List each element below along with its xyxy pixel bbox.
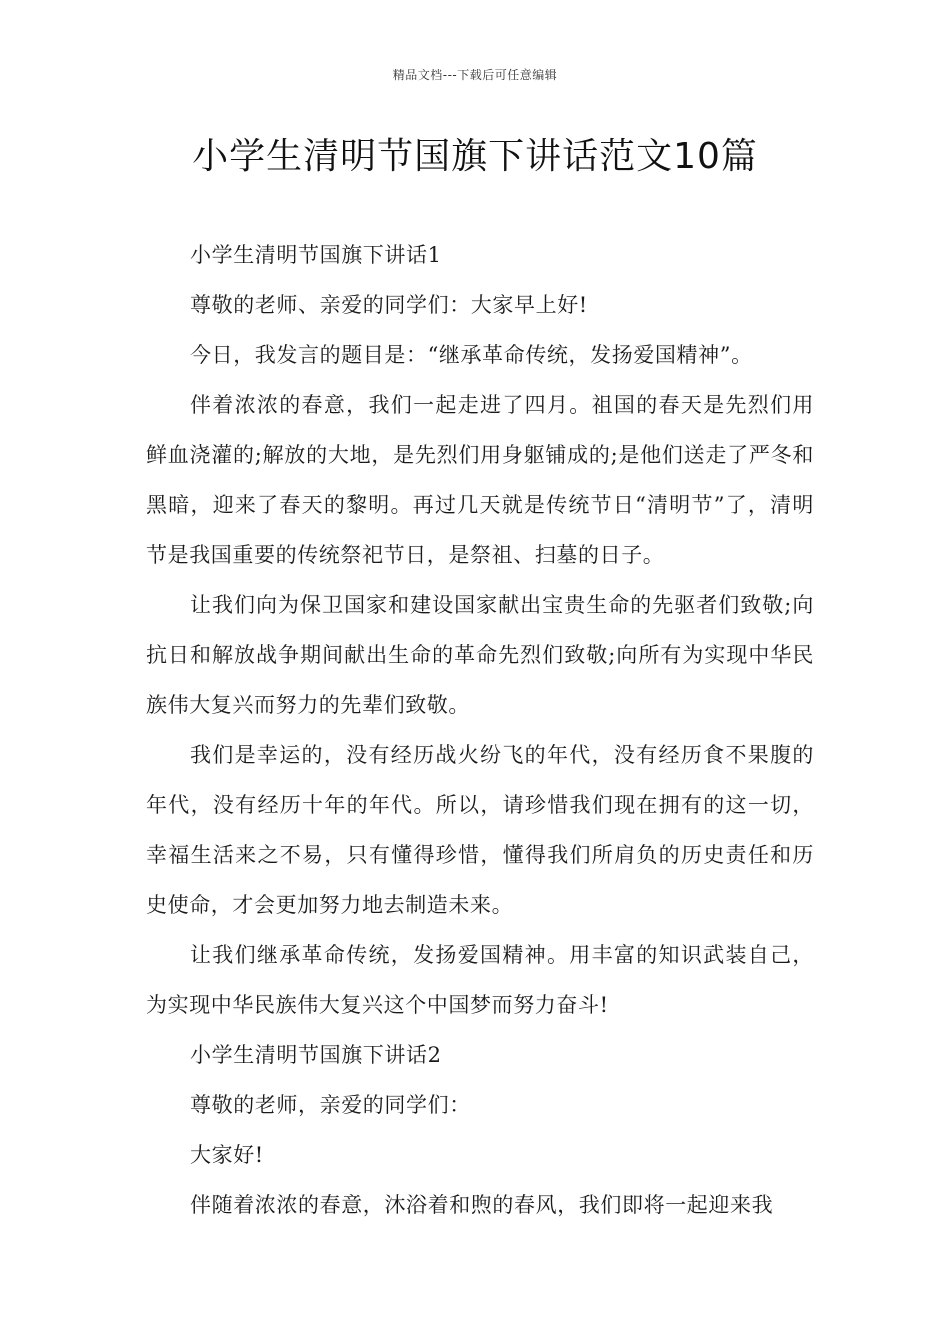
paragraph: 伴随着浓浓的春意，沐浴着和煦的春风，我们即将一起迎来我 <box>190 1193 774 1217</box>
paragraph: 伴着浓浓的春意，我们一起走进了四月。祖国的春天是先烈们用鲜血浇灌的;解放的大地，是先烈们用身躯铺成的;是他们送走了严冬和黑暗，迎来了春天的黎明。再过几天就是传统节日“清明节”了，清明节是我国重要的传统祭祀节日，是祭祖、扫墓的日子。 <box>146 393 814 567</box>
paragraph: 尊敬的老师，亲爱的同学们： <box>190 1093 471 1117</box>
section-heading: 小学生清明节国旗下讲话2 <box>190 1043 442 1067</box>
document-title: 小学生清明节国旗下讲话范文10篇 <box>192 136 758 177</box>
header-note: 精品文档---下载后可任意编辑 <box>392 68 558 82</box>
paragraph: 我们是幸运的，没有经历战火纷飞的年代，没有经历食不果腹的年代，没有经历十年的年代。所以，请珍惜我们现在拥有的这一切，幸福生活来之不易，只有懂得珍惜，懂得我们所肩负的历史责任和历史使命，才会更加努力地去制造未来。 <box>146 743 814 917</box>
section-heading: 小学生清明节国旗下讲话1 <box>190 243 442 267</box>
paragraph: 让我们向为保卫国家和建设国家献出宝贵生命的先驱者们致敬;向抗日和解放战争期间献出生命的革命先烈们致敬;向所有为实现中华民族伟大复兴而努力的先辈们致敬。 <box>146 593 814 717</box>
paragraph: 今日，我发言的题目是：“继承革命传统，发扬爱国精神”。 <box>190 343 753 367</box>
paragraph: 尊敬的老师、亲爱的同学们：大家早上好! <box>190 293 588 317</box>
paragraph: 大家好! <box>190 1143 264 1167</box>
document-body <box>146 230 814 1230</box>
paragraph: 让我们继承革命传统，发扬爱国精神。用丰富的知识武装自己，为实现中华民族伟大复兴这个中国梦而努力奋斗! <box>146 943 814 1017</box>
